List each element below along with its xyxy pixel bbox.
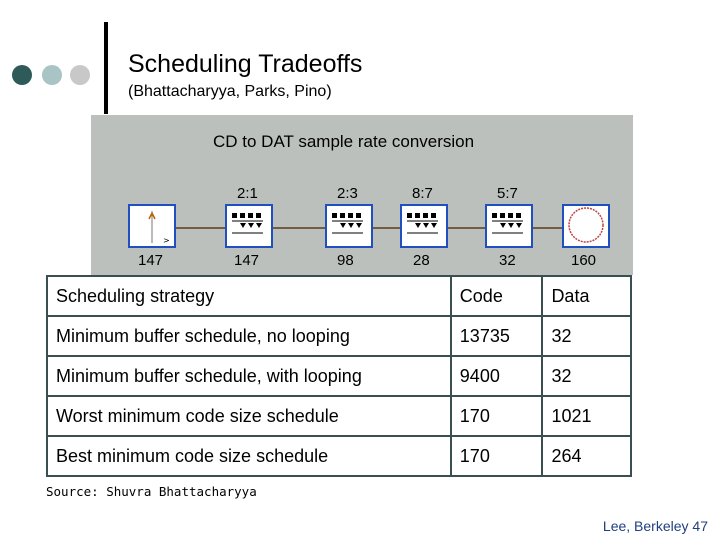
- source-actor: [129, 205, 175, 247]
- fir-actor-4: [486, 205, 532, 247]
- sink-actor: [563, 205, 609, 247]
- fir-actor-1: [226, 205, 272, 247]
- dataflow-diagram: [91, 115, 633, 275]
- cell-code: 9400: [451, 356, 543, 396]
- bullet-dot-light: [70, 65, 90, 85]
- count-label-2: 147: [234, 252, 260, 269]
- cell-code: 170: [451, 436, 543, 476]
- table-row: [47, 396, 631, 436]
- bullet-dot-dark: [12, 65, 32, 85]
- slide-footer: Lee, Berkeley 47: [602, 518, 708, 534]
- header-strategy: Scheduling strategy: [47, 276, 451, 316]
- table-row: [47, 436, 631, 476]
- slide-title: Scheduling Tradeoffs: [128, 50, 363, 78]
- count-label-1: 147: [138, 252, 164, 269]
- fir-actor-2: [326, 205, 372, 247]
- cell-code: 170: [451, 396, 543, 436]
- fir-actor-3: [401, 205, 447, 247]
- cell-data: 1021: [542, 396, 631, 436]
- scheduling-table: [46, 275, 632, 477]
- diagram-title: CD to DAT sample rate conversion: [213, 132, 475, 151]
- ratio-label-3: 8:7: [412, 185, 433, 202]
- count-label-5: 32: [499, 252, 516, 269]
- header-code: Code: [451, 276, 543, 316]
- slide-subtitle: (Bhattacharyya, Parks, Pino): [128, 83, 332, 100]
- source-credit: Source: Shuvra Bhattacharyya: [46, 484, 257, 499]
- cell-code: 13735: [451, 316, 543, 356]
- cell-data: 32: [542, 356, 631, 396]
- table-header-row: [47, 276, 631, 316]
- table-row: [47, 356, 631, 396]
- count-label-4: 28: [413, 252, 430, 269]
- cell-strategy: Worst minimum code size schedule: [47, 396, 451, 436]
- cell-strategy: Best minimum code size schedule: [47, 436, 451, 476]
- title-divider: [104, 22, 108, 114]
- header-data: Data: [542, 276, 631, 316]
- cell-data: 32: [542, 316, 631, 356]
- svg-text:>: >: [163, 236, 170, 245]
- cell-strategy: Minimum buffer schedule, with looping: [47, 356, 451, 396]
- cell-data: 264: [542, 436, 631, 476]
- count-label-3: 98: [337, 252, 354, 269]
- ratio-label-1: 2:1: [237, 185, 258, 202]
- cell-strategy: Minimum buffer schedule, no looping: [47, 316, 451, 356]
- ratio-label-2: 2:3: [337, 185, 358, 202]
- count-label-6: 160: [571, 252, 597, 269]
- ratio-label-4: 5:7: [497, 185, 518, 202]
- table-row: [47, 316, 631, 356]
- bullet-dot-mid: [42, 65, 62, 85]
